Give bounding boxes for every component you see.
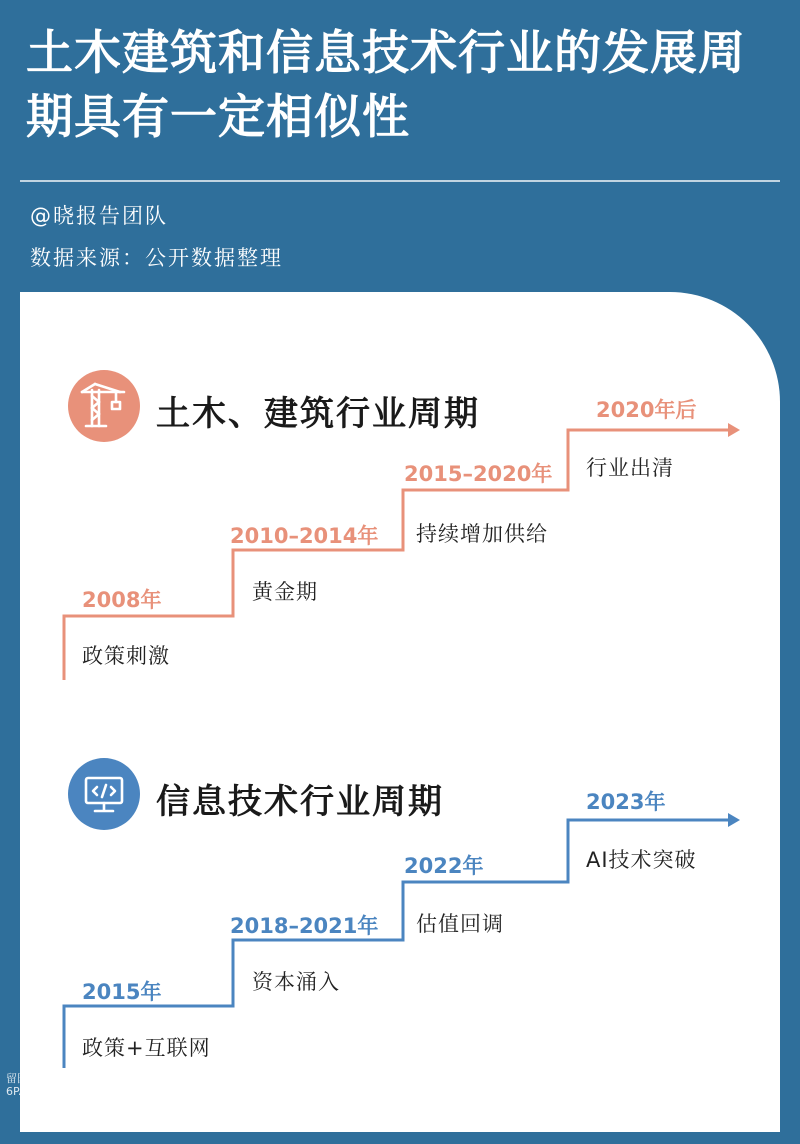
- construction-year-2: 2010–2014年: [230, 524, 379, 548]
- it-year-4: 2023年: [586, 790, 666, 814]
- watermark: [6, 1072, 68, 1098]
- construction-year-4: 2020年后: [596, 398, 697, 422]
- title-divider: [20, 180, 780, 182]
- construction-year-1: 2008年: [82, 588, 162, 612]
- author-credit: @晓报告团队: [30, 204, 168, 228]
- construction-year-3: 2015–2020年: [404, 462, 553, 486]
- it-stage-2: 资本涌入: [252, 970, 340, 994]
- it-arrow-head: [728, 813, 740, 827]
- construction-stage-4: 行业出清: [586, 456, 674, 480]
- it-stage-3: 估值回调: [416, 912, 504, 936]
- construction-stage-1: 政策刺激: [82, 644, 170, 668]
- data-source: 数据来源：公开数据整理: [30, 246, 283, 270]
- content-card: [20, 292, 780, 1132]
- section-title-it: 信息技术行业周期: [156, 782, 444, 822]
- construction-arrow-head: [728, 423, 740, 437]
- watermark-line-1: 留园社区: [6, 1072, 50, 1085]
- page-title: 土木建筑和信息技术行业的发展周期具有一定相似性: [26, 26, 746, 145]
- section-title-construction: 土木、建筑行业周期: [156, 394, 480, 434]
- construction-stage-3: 持续增加供给: [416, 522, 548, 546]
- it-stage-1: 政策+互联网: [82, 1036, 211, 1060]
- it-year-3: 2022年: [404, 854, 484, 878]
- construction-stage-2: 黄金期: [252, 580, 318, 604]
- it-year-1: 2015年: [82, 980, 162, 1004]
- it-stage-4: AI技术突破: [586, 848, 697, 872]
- watermark-line-2: 6PARK.com: [6, 1085, 69, 1098]
- it-year-2: 2018–2021年: [230, 914, 379, 938]
